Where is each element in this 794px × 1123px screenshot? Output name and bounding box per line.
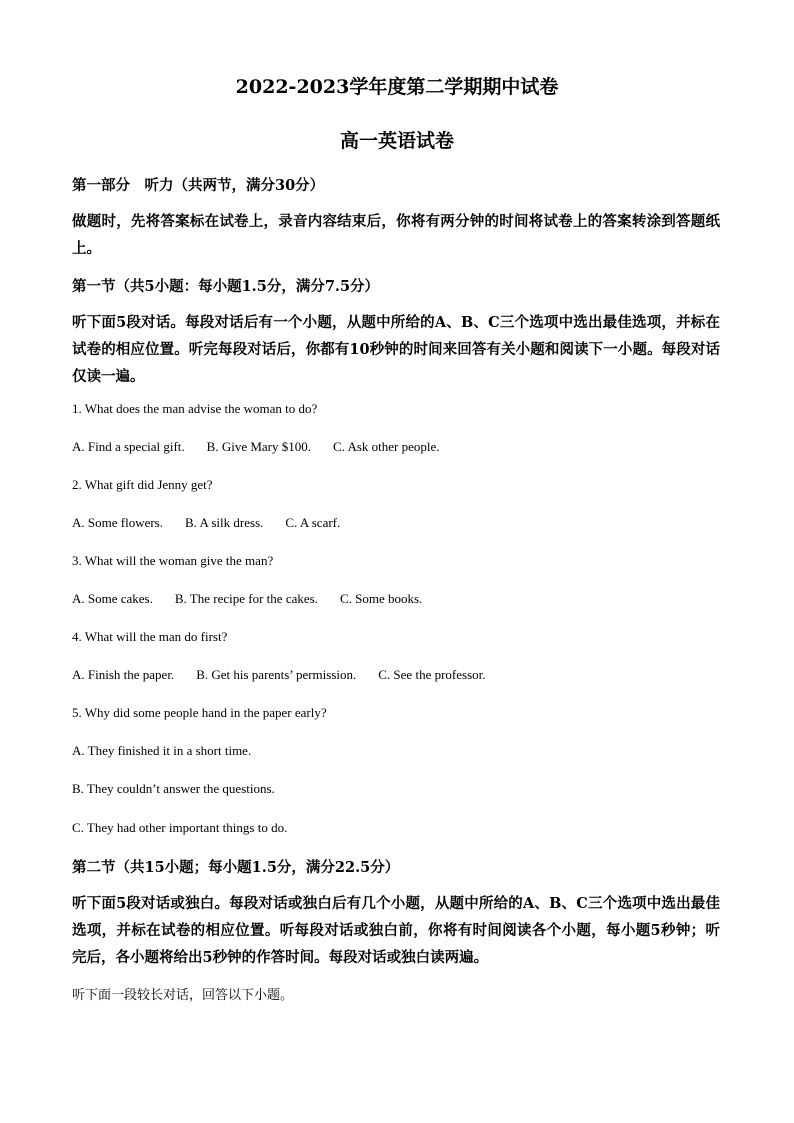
question-5-option-b: B. They couldn’t answer the questions. (72, 781, 275, 796)
question-2: 2. What gift did Jenny get? (72, 477, 213, 492)
question-3-options (72, 591, 444, 607)
question-5-option-a: A. They finished it in a short time. (72, 743, 252, 758)
part1-heading: 第一部分 听力（共两节，满分30分） (72, 177, 325, 194)
part1-instruction: 做题时，先将答案标在试卷上，录音内容结束后，你将有两分钟的时间将试卷上的答案转涂到答题纸上。 (72, 213, 720, 257)
section1-instruction: 听下面5段对话。每段对话后有一个小题，从题中所给的A、B、C三个选项中选出最佳选项，并标在试卷的相应位置。听完每段对话后，你都有10秒钟的时间来回答有关小题和阅读下一小题。每段对话仅读一遍。 (72, 314, 720, 385)
option-c: C. Some books. (339, 591, 423, 606)
option-b: B. Get his parents’ permission. (196, 667, 357, 682)
option-a: A. Some flowers. (72, 515, 163, 530)
section2-instruction: 听下面5段对话或独白。每段对话或独白后有几个小题，从题中所给的A、B、C三个选项中选出最佳选项，并标在试卷的相应位置。听每段对话或独白前，你将有时间阅读各个小题，每小题5秒钟；听完后，各小题将给出5秒钟的作答时间。每段对话或独白读两遍。 (72, 895, 720, 966)
question-1-options (72, 439, 462, 455)
option-a: A. Finish the paper. (72, 667, 175, 682)
question-4-options (72, 667, 508, 683)
question-1: 1. What does the man advise the woman to do? (72, 401, 318, 416)
option-b: B. The recipe for the cakes. (174, 591, 318, 606)
section2-note: 听下面一段较长对话，回答以下小题。 (72, 988, 294, 1003)
question-5-option-c: C. They had other important things to do. (72, 820, 288, 835)
question-5: 5. Why did some people hand in the paper early? (72, 705, 327, 720)
option-c: C. A scarf. (285, 515, 341, 530)
option-c: C. Ask other people. (333, 439, 440, 454)
section1-heading: 第一节（共5小题：每小题1.5分，满分7.5分） (72, 278, 380, 295)
question-4: 4. What will the man do first? (72, 629, 228, 644)
option-a: A. Some cakes. (72, 591, 153, 606)
option-a: A. Find a special gift. (72, 439, 185, 454)
option-b: B. Give Mary $100. (206, 439, 312, 454)
option-b: B. A silk dress. (185, 515, 264, 530)
question-3: 3. What will the woman give the man? (72, 553, 274, 568)
question-2-options (72, 515, 362, 531)
section2-heading: 第二节（共15小题；每小题1.5分，满分22.5分） (72, 859, 400, 876)
option-c: C. See the professor. (378, 667, 486, 682)
exam-subtitle: 高一英语试卷 (339, 130, 454, 152)
exam-title: 2022-2023学年度第二学期期中试卷 (235, 76, 559, 98)
